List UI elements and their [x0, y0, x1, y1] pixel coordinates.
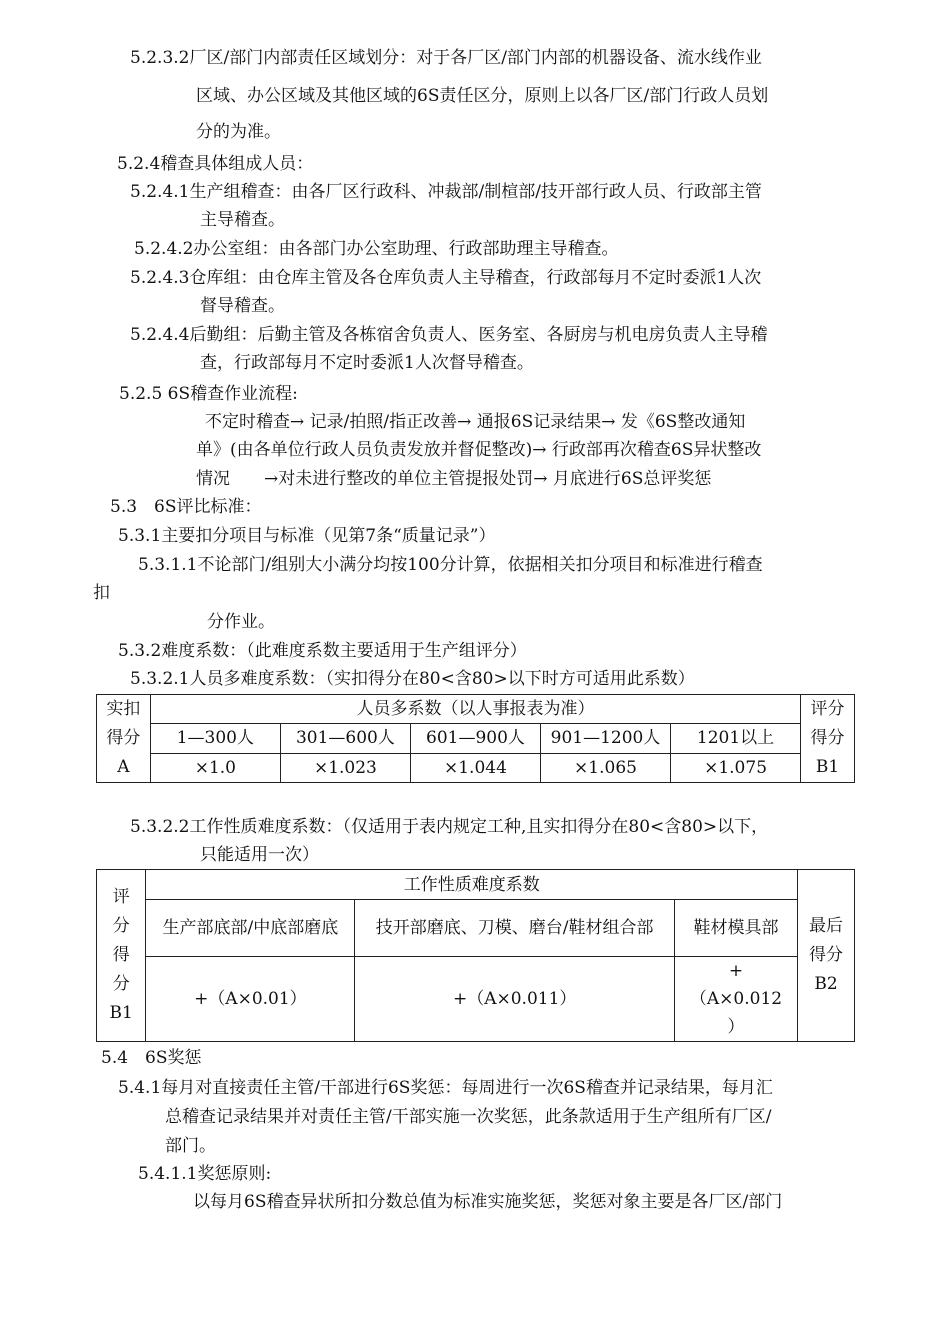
cell-text: ） — [727, 1017, 745, 1037]
cell-text: 得 — [112, 945, 130, 965]
heading-5-3-2-1: 5.3.2.1人员多难度系数：（实扣得分在80<含80>以下时方可适用此系数） — [130, 669, 695, 689]
cell-text: （A×0.012 — [689, 989, 783, 1009]
cell-text: 得分 — [810, 728, 845, 748]
category-cell: 生产部底部/中底部磨底 — [146, 900, 355, 957]
cell-text: B1 — [109, 1003, 133, 1023]
personnel-factor-table — [96, 694, 855, 783]
table-row — [97, 724, 855, 753]
cell-text: 分 — [112, 974, 130, 994]
text-line: 5.2.4.4后勤组：后勤主管及各栋宿舍负责人、医务室、各厨房与机电房负责人主导稽 — [130, 325, 768, 345]
text-line: 5.2.3.2厂区/部门内部责任区域划分：对于各厂区/部门内部的机器设备、流水线作业 — [130, 48, 762, 68]
cell-text: 实扣 — [106, 699, 141, 719]
range-cell: 1201以上 — [671, 724, 801, 753]
text-line: 不定时稽查→ 记录/拍照/指正改善→ 通报6S记录结果→ 发《6S整改通知 — [205, 412, 746, 432]
right-head-cell — [798, 870, 855, 1042]
section-5-2-4-2: 5.2.4.2办公室组：由各部门办公室助理、行政部助理主导稽查。 — [134, 239, 619, 259]
cell-text: A — [117, 757, 130, 777]
category-cell: 鞋材模具部 — [674, 900, 797, 957]
range-cell: 1—300人 — [150, 724, 280, 753]
text-line: 总稽查记录结果并对责任主管/干部实施一次奖惩，此条款适用于生产组所有厂区/ — [165, 1107, 772, 1127]
right-head-cell — [801, 695, 855, 783]
heading-5-4: 5.4 6S奖惩 — [101, 1048, 202, 1068]
factor-cell: ×1.023 — [280, 753, 410, 782]
cell-text: 得分 — [106, 728, 141, 748]
factor-cell: ×1.075 — [671, 753, 801, 782]
range-cell: 601—900人 — [410, 724, 540, 753]
heading-5-3: 5.3 6S评比标准： — [110, 497, 262, 517]
cell-text: 分 — [112, 916, 130, 936]
range-cell: 301—600人 — [280, 724, 410, 753]
text-line: 只能适用一次） — [200, 845, 319, 865]
table-row — [97, 900, 855, 957]
left-head-cell — [97, 695, 151, 783]
cell-text: 得分 — [809, 945, 844, 965]
text-line: 区域、办公区域及其他区域的6S责任区分，原则上以各厂区/部门行政人员划 — [196, 86, 769, 106]
factor-cell — [674, 957, 797, 1042]
text-line: 以每月6S稽查异状所扣分数总值为标准实施奖惩，奖惩对象主要是各厂区/部门 — [193, 1192, 783, 1212]
cell-text: 评 — [112, 887, 130, 907]
table-row — [97, 753, 855, 782]
heading-5-3-1: 5.3.1主要扣分项目与标准（见第7条“质量记录”） — [118, 526, 496, 546]
text-line: 部门。 — [165, 1136, 216, 1156]
text-line: 查，行政部每月不定时委派1人次督导稽查。 — [200, 353, 534, 373]
heading-5-3-2: 5.3.2难度系数：（此难度系数主要适用于生产组评分） — [118, 641, 527, 661]
cell-text: 最后 — [809, 916, 844, 936]
factor-cell: ×1.044 — [410, 753, 540, 782]
heading-5-2-5: 5.2.5 6S稽查作业流程: — [119, 384, 298, 404]
text-line: 分作业。 — [207, 612, 275, 632]
text-line: 督导稽查。 — [200, 296, 285, 316]
text-line: 单》(由各单位行政人员负责发放并督促整改)→ 行政部再次稽查6S异状整改 — [196, 440, 762, 460]
text-line: 5.2.4.3仓库组：由仓库主管及各仓库负责人主导稽查，行政部每月不定时委派1人次 — [130, 268, 762, 288]
category-cell: 技开部磨底、刀模、磨台/鞋材组合部 — [355, 900, 675, 957]
cell-text: + — [728, 961, 744, 981]
text-line: 分的为准。 — [196, 122, 281, 142]
text-line: 5.4.1每月对直接责任主管/干部进行6S奖惩：每周进行一次6S稽查并记录结果，每月汇 — [118, 1078, 773, 1098]
text-line: 5.3.1.1不论部门/组别大小满分均按100分计算，依据相关扣分项目和标准进行稽查 — [138, 555, 763, 575]
heading-5-4-1-1: 5.4.1.1奖惩原则: — [138, 1164, 272, 1184]
left-head-cell — [97, 870, 146, 1042]
table-header: 工作性质难度系数 — [146, 870, 798, 900]
heading-5-2-4: 5.2.4稽查具体组成人员： — [117, 154, 314, 174]
factor-cell: +（A×0.011） — [355, 957, 675, 1042]
work-nature-factor-table — [96, 869, 855, 1042]
text-line: 情况 →对未进行整改的单位主管提报处罚→ 月底进行6S总评奖惩 — [196, 469, 712, 489]
table-header: 人员多系数（以人事报表为准） — [150, 695, 800, 724]
factor-cell: ×1.065 — [540, 753, 670, 782]
cell-text: 评分 — [810, 699, 845, 719]
text-line: 5.2.4.1生产组稽查：由各厂区行政科、冲裁部/制楦部/技开部行政人员、行政部主管 — [130, 182, 762, 202]
text-line: 主导稽查。 — [200, 210, 285, 230]
text-line: 5.3.2.2工作性质难度系数：（仅适用于表内规定工种,且实扣得分在80<含80>以下， — [130, 817, 769, 837]
table-row — [97, 957, 855, 1042]
cell-text: B1 — [815, 757, 840, 777]
cell-text: B2 — [814, 974, 838, 994]
factor-cell: ×1.0 — [150, 753, 280, 782]
text-line: 扣 — [93, 583, 110, 603]
range-cell: 901—1200人 — [540, 724, 670, 753]
factor-cell: +（A×0.01） — [146, 957, 355, 1042]
